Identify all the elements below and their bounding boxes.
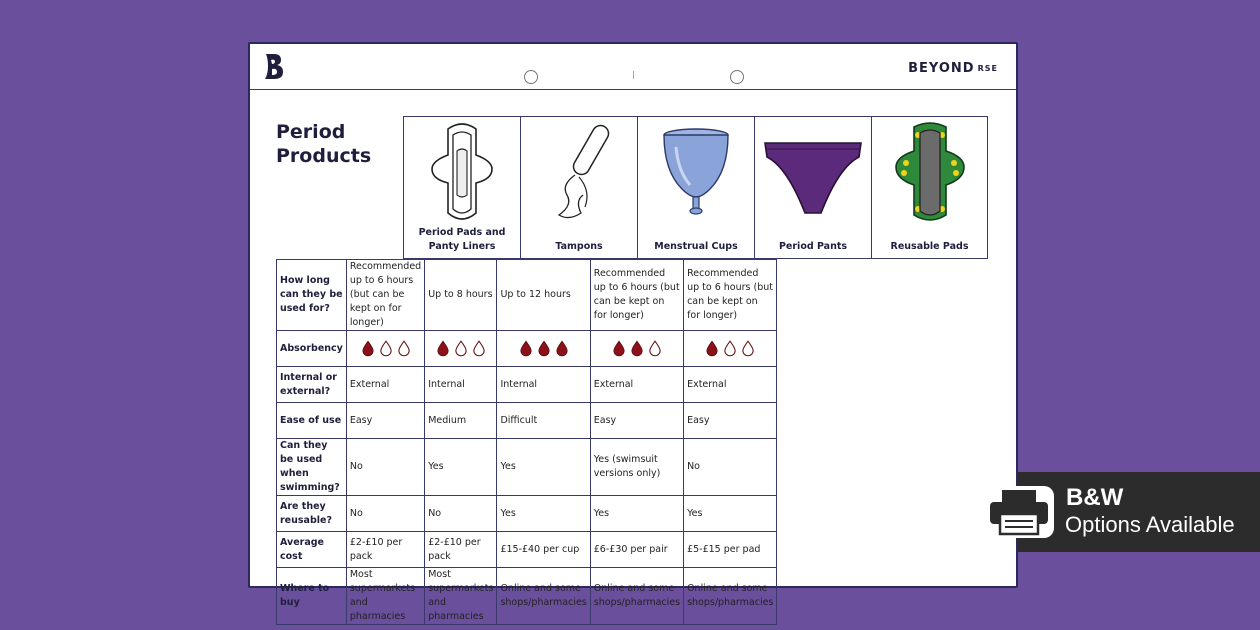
binder-hole-left bbox=[524, 70, 538, 84]
absorbency-cell bbox=[425, 331, 497, 367]
worksheet-preview bbox=[248, 42, 1018, 622]
absorbency-cell bbox=[684, 331, 777, 367]
blood-drop-filled-icon bbox=[520, 340, 532, 357]
table-cell: Easy bbox=[684, 403, 777, 439]
absorbency-cell bbox=[497, 331, 590, 367]
table-cell: £2-£10 per pack bbox=[425, 532, 497, 568]
table-cell: Easy bbox=[346, 403, 424, 439]
row-label: Average cost bbox=[277, 532, 347, 568]
column-header-pads bbox=[403, 116, 520, 259]
pad-icon bbox=[422, 121, 502, 225]
table-cell: Yes (swimsuit versions only) bbox=[590, 439, 683, 496]
table-cell: Recommended up to 6 hours (but can be kept on for longer) bbox=[590, 260, 683, 331]
reusable-pad-icon bbox=[890, 121, 970, 225]
blood-drop-filled-icon bbox=[631, 340, 643, 357]
badge-title: B&W bbox=[1066, 484, 1124, 511]
blood-drop-filled-icon bbox=[538, 340, 550, 357]
blood-drop-empty-icon bbox=[398, 340, 410, 357]
blood-drop-empty-icon bbox=[455, 340, 467, 357]
table-row bbox=[277, 532, 777, 568]
table-row bbox=[277, 367, 777, 403]
table-cell: Internal bbox=[497, 367, 590, 403]
row-label: Ease of use bbox=[277, 403, 347, 439]
table-cell: Internal bbox=[425, 367, 497, 403]
table-cell: Up to 8 hours bbox=[425, 260, 497, 331]
table-row bbox=[277, 568, 777, 625]
table-cell: Up to 12 hours bbox=[497, 260, 590, 331]
table-row bbox=[277, 403, 777, 439]
blood-drop-filled-icon bbox=[556, 340, 568, 357]
blood-drop-filled-icon bbox=[706, 340, 718, 357]
column-header-reusable bbox=[871, 116, 988, 259]
table-cell: No bbox=[425, 496, 497, 532]
table-row bbox=[277, 496, 777, 532]
table-cell: External bbox=[590, 367, 683, 403]
table-row bbox=[277, 439, 777, 496]
blood-drop-filled-icon bbox=[613, 340, 625, 357]
badge-subtitle: Options Available bbox=[1065, 512, 1235, 537]
blood-drop-empty-icon bbox=[742, 340, 754, 357]
column-name: Reusable Pads bbox=[890, 241, 969, 252]
table-cell: Medium bbox=[425, 403, 497, 439]
row-label: Where to buy bbox=[277, 568, 347, 625]
period-pants-icon bbox=[761, 121, 865, 225]
table-cell: No bbox=[346, 496, 424, 532]
page-title-line2: Products bbox=[276, 145, 372, 167]
table-cell: £5-£15 per pad bbox=[684, 532, 777, 568]
table-cell: Easy bbox=[590, 403, 683, 439]
table-cell: Yes bbox=[590, 496, 683, 532]
absorbency-cell bbox=[590, 331, 683, 367]
brand-sub: RSE bbox=[977, 64, 998, 73]
blood-drop-filled-icon bbox=[437, 340, 449, 357]
table-cell: No bbox=[684, 439, 777, 496]
table-cell: Yes bbox=[497, 496, 590, 532]
brand-wordmark bbox=[908, 61, 998, 76]
column-header-pants bbox=[754, 116, 871, 259]
tampon-icon bbox=[539, 121, 619, 225]
table-cell: External bbox=[684, 367, 777, 403]
row-label: Absorbency bbox=[277, 331, 347, 367]
table-cell: Online and some shops/pharmacies bbox=[684, 568, 777, 625]
column-header-tampons bbox=[520, 116, 637, 259]
binder-hole-right bbox=[730, 70, 744, 84]
column-name: Menstrual Cups bbox=[654, 241, 738, 252]
blood-drop-empty-icon bbox=[724, 340, 736, 357]
blood-drop-empty-icon bbox=[380, 340, 392, 357]
table-cell: Most supermarkets and pharmacies bbox=[346, 568, 424, 625]
row-label: Internal or external? bbox=[277, 367, 347, 403]
page-title-line1: Period bbox=[276, 121, 346, 143]
blood-drop-filled-icon bbox=[362, 340, 374, 357]
page-title bbox=[276, 120, 371, 168]
row-label: Can they be used when swimming? bbox=[277, 439, 347, 496]
menstrual-cup-icon bbox=[656, 121, 736, 225]
column-name: Period Pads and Panty Liners bbox=[418, 227, 506, 252]
column-name: Period Pants bbox=[778, 241, 848, 252]
sheet-header bbox=[250, 44, 1016, 90]
column-header-cups bbox=[637, 116, 754, 259]
beyond-logo-icon bbox=[262, 52, 286, 80]
table-cell: Most supermarkets and pharmacies bbox=[425, 568, 497, 625]
row-label: Are they reusable? bbox=[277, 496, 347, 532]
bw-options-badge bbox=[1018, 472, 1260, 552]
column-name: Tampons bbox=[555, 241, 603, 252]
table-cell: External bbox=[346, 367, 424, 403]
brand-name: BEYOND bbox=[908, 61, 975, 76]
table-cell: Yes bbox=[425, 439, 497, 496]
table-cell: Yes bbox=[684, 496, 777, 532]
blood-drop-empty-icon bbox=[473, 340, 485, 357]
table-row bbox=[277, 260, 777, 331]
blood-drop-empty-icon bbox=[649, 340, 661, 357]
table-cell: £6-£30 per pair bbox=[590, 532, 683, 568]
binder-centre-mark bbox=[633, 71, 634, 79]
table-cell: Yes bbox=[497, 439, 590, 496]
table-cell: Recommended up to 6 hours (but can be kept on for longer) bbox=[346, 260, 424, 331]
table-cell: Online and some shops/pharmacies bbox=[497, 568, 590, 625]
product-table bbox=[276, 259, 777, 625]
table-cell: £2-£10 per pack bbox=[346, 532, 424, 568]
table-cell: No bbox=[346, 439, 424, 496]
absorbency-cell bbox=[346, 331, 424, 367]
row-label: How long can they be used for? bbox=[277, 260, 347, 331]
table-cell: £15-£40 per cup bbox=[497, 532, 590, 568]
table-cell: Difficult bbox=[497, 403, 590, 439]
table-cell: Recommended up to 6 hours (but can be kept on for longer) bbox=[684, 260, 777, 331]
printer-icon bbox=[984, 480, 1054, 542]
table-row bbox=[277, 331, 777, 367]
table-cell: Online and some shops/pharmacies bbox=[590, 568, 683, 625]
